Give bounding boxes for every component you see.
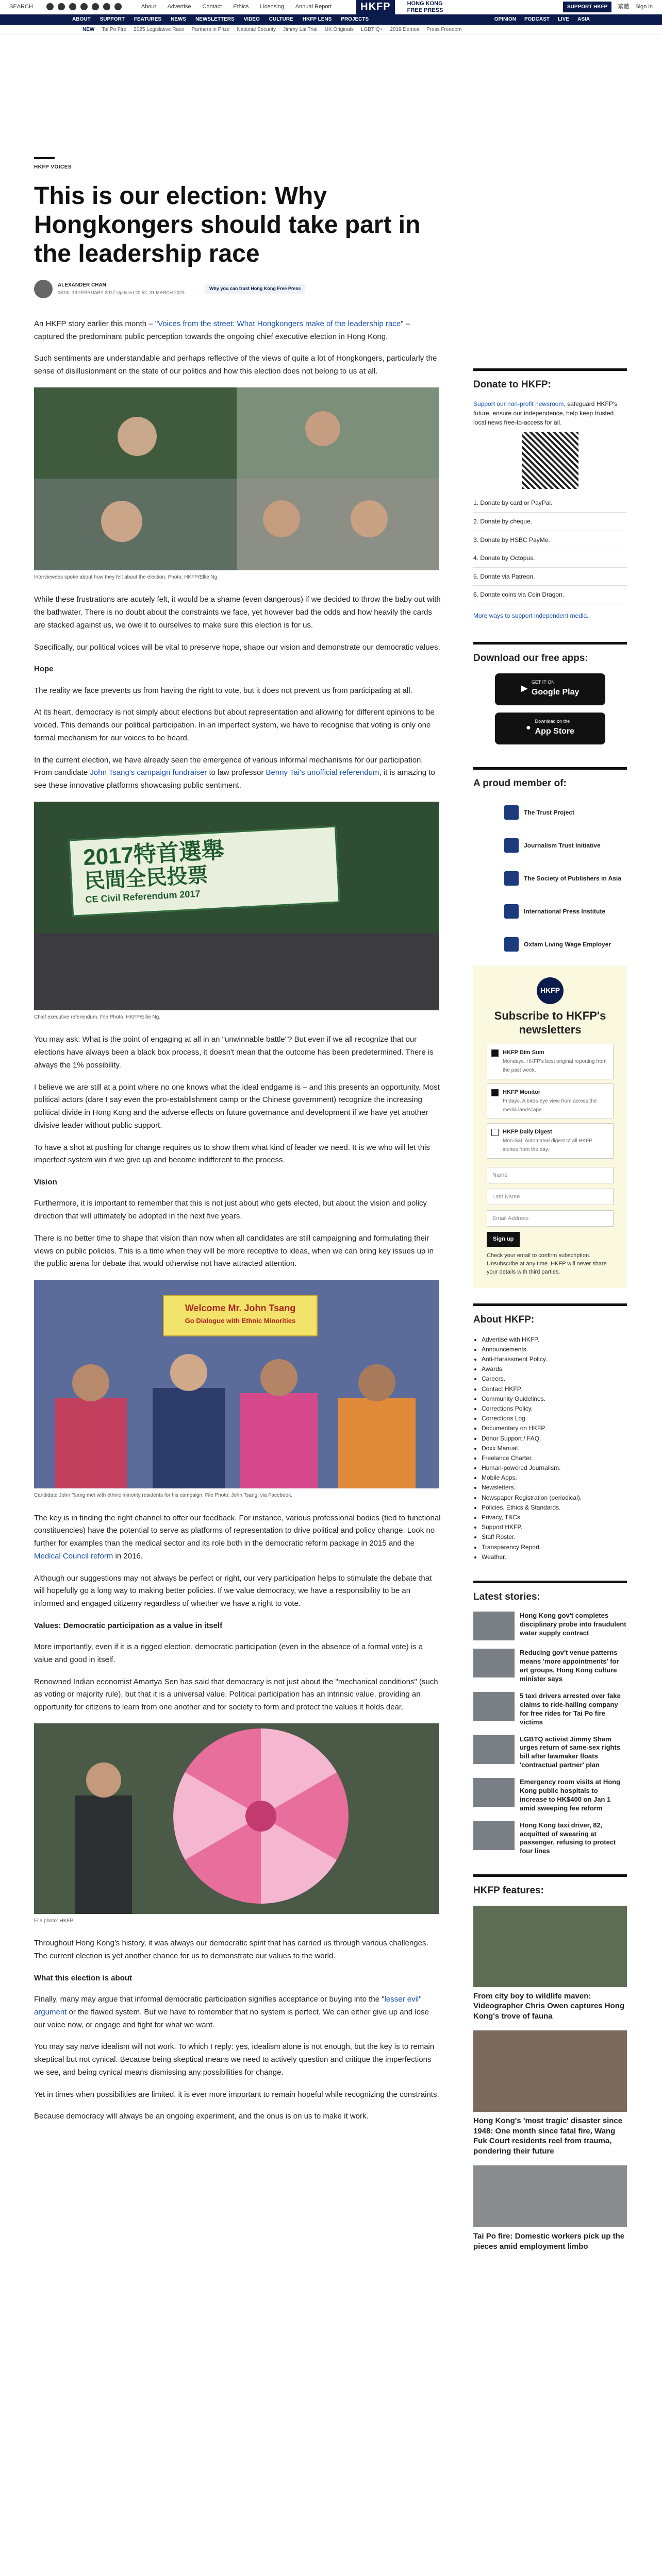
member-logo[interactable]: [473, 864, 627, 893]
checkbox-checked[interactable]: [491, 1089, 499, 1096]
paragraph-text: or the flawed system. But we have to remember that no system is perfect. We can either give up and lose our voice now, or engage and fight for what we want.: [34, 2007, 429, 2029]
about-heading: About HKFP:: [473, 1303, 627, 1327]
sign-line-1: Welcome Mr. John Tsang: [185, 1303, 296, 1314]
youtube-icon[interactable]: [80, 3, 88, 10]
paragraph: The reality we face prevents us from having the right to vote, but it does not prevent us from participating at all.: [34, 686, 412, 695]
photo-caption: File photo: HKFP.: [34, 1918, 74, 1924]
photo-caption: Candidate John Tsang met with ethnic minority residents for his campaign. File Photo: John Tsang, via Facebook.: [34, 1493, 293, 1499]
article-dates: 08:00, 19 FEBRUARY 2017 Updated 20:52, 31 MARCH 2023: [58, 290, 185, 295]
byline: [34, 280, 441, 298]
story-title: Emergency room visits at Hong Kong public hospitals to increase to HK$400 on Jan 1 amid sweeping fee reform: [520, 1778, 621, 1812]
member-heading: A proud member of:: [473, 767, 627, 791]
nav-opinion[interactable]: OPINION: [494, 16, 516, 23]
trust-link[interactable]: Why you can trust Hong Kong Free Press: [205, 284, 305, 294]
member-name: Journalism Trust Initiative: [524, 841, 601, 849]
story-title: Hong Kong gov't completes disciplinary probe into fraudulent water supply contract: [520, 1612, 626, 1637]
paragraph-text: An HKFP story earlier this month – ": [34, 319, 158, 328]
about-link[interactable]: • Contact HKFP.: [482, 1384, 627, 1394]
member-name: The Trust Project: [524, 808, 575, 816]
about-link[interactable]: • Documentary on HKFP.: [482, 1423, 627, 1433]
latest-story[interactable]: [473, 1735, 627, 1770]
newsletter-option-desc: Mondays. HKFP's best original reporting from the past week.: [503, 1058, 607, 1073]
section-heading-election: What this election is about: [34, 1973, 133, 1982]
trending-link[interactable]: UK Originals: [324, 26, 354, 32]
article-title: This is our election: Why Hongkongers should take part in the leadership race: [34, 182, 421, 267]
newsletter-option-desc: Fridays. A birds-eye view from across the media landscape.: [503, 1098, 597, 1113]
inline-link[interactable]: John Tsang's campaign fundraiser: [90, 768, 207, 777]
email-field[interactable]: Email Address: [487, 1210, 614, 1227]
section-heading-values: Values: Democratic participation as a value in itself: [34, 1621, 223, 1630]
paragraph: You may ask: What is the point of engaging at all in an "unwinnable battle"? But even if we all recognize that our elections have always been a black box process, it doesn't mean that the outcome has been predetermined. There is always the 1% possibility.: [34, 1035, 434, 1070]
newsletter-option[interactable]: [487, 1123, 614, 1159]
author-avatar: [34, 280, 53, 298]
newsletter-box: [473, 966, 627, 1288]
wheel-illustration: [34, 1723, 439, 1914]
newsletter-option-desc: Mon-Sat. Automated digest of all HKFP stories from the day.: [503, 1138, 592, 1153]
instagram-icon[interactable]: [69, 3, 76, 10]
about-list: [473, 1335, 627, 1562]
latest-story[interactable]: [473, 1612, 627, 1640]
feature-image[interactable]: [473, 1906, 627, 1987]
donate-option[interactable]: 1. Donate by card or PayPal.: [473, 494, 627, 513]
about-link[interactable]: • Human-powered Journalism.: [482, 1463, 627, 1473]
language-link[interactable]: 繁體: [618, 3, 630, 10]
referendum-banner: [68, 825, 340, 917]
site-logo[interactable]: HKFP: [356, 0, 394, 16]
member-logo[interactable]: [473, 897, 627, 926]
donate-options: [473, 494, 627, 604]
about-link[interactable]: • Weather.: [482, 1552, 627, 1562]
member-mark-icon: [504, 904, 519, 919]
about-link[interactable]: • Privacy, T&Cs.: [482, 1513, 627, 1522]
nav-about[interactable]: ABOUT: [72, 16, 91, 23]
apps-heading: Download our free apps:: [473, 642, 627, 666]
newsletter-option-title: HKFP Daily Digest: [503, 1129, 552, 1136]
nav-culture[interactable]: CULTURE: [269, 16, 293, 23]
member-mark-icon: [504, 805, 519, 820]
google-play-button[interactable]: [495, 673, 605, 705]
nav-support[interactable]: SUPPORT: [100, 16, 125, 23]
trending-link[interactable]: LGBTIQ+: [360, 26, 383, 32]
story-title: Hong Kong taxi driver, 82, acquitted of swearing at passenger, refusing to protect four lines: [520, 1821, 616, 1855]
nav-hkfp-lens[interactable]: HKFP LENS: [302, 16, 332, 23]
rss-icon[interactable]: [114, 3, 122, 10]
about-link[interactable]: • Awards.: [482, 1364, 627, 1374]
app-store-small: Download on the: [535, 719, 570, 724]
story-title: 5 taxi drivers arrested over fake claims to ride-hailing company for free rides for Tai Po fire victims: [520, 1691, 621, 1726]
member-mark-icon: [504, 937, 519, 952]
about-link[interactable]: • Donor Support / FAQ.: [482, 1434, 627, 1444]
about-link[interactable]: • Corrections Policy.: [482, 1404, 627, 1414]
paragraph: Yet in times when possibilities are limited, it is ever more important to remain hopeful while recognizing the constraints.: [34, 2090, 439, 2099]
story-thumbnail: [473, 1778, 515, 1807]
trending-link[interactable]: 2025 Legislative Race: [134, 26, 185, 32]
paragraph: I believe we are still at a point where no one knows what the ideal endgame is – and this presents an opportunity. Most political actors (dare I say even the pro-establishment camp or the Chinese government) recognize the increasing political divide in Hong Kong and the adverse effects on future governance and development if we have yet another divisive leader without public support.: [34, 1082, 440, 1130]
checkbox-checked[interactable]: [491, 1049, 499, 1057]
nav-projects[interactable]: PROJECTS: [341, 16, 369, 23]
inline-link[interactable]: Medical Council reform: [34, 1551, 113, 1561]
feature-title[interactable]: Tai Po fire: Domestic workers pick up the pieces amid employment limbo: [473, 2232, 625, 2251]
section-heading-hope: Hope: [34, 665, 54, 674]
trending-link[interactable]: Partners in Prize: [191, 26, 230, 32]
top-link-advertise[interactable]: Advertise: [167, 3, 191, 10]
paragraph-text: , it is amazing to see these innovative platforms showcasing public sentiment.: [34, 768, 435, 790]
newsletter-heading: Subscribe to HKFP's newsletters: [494, 1009, 606, 1036]
about-link[interactable]: • Announcements.: [482, 1345, 627, 1354]
nav-podcast[interactable]: PODCAST: [524, 16, 550, 23]
about-link[interactable]: • Community Guidelines.: [482, 1394, 627, 1404]
search-link[interactable]: SEARCH: [9, 3, 33, 10]
paragraph: [34, 1993, 441, 2031]
apple-icon: ●: [525, 723, 531, 733]
donate-option[interactable]: 6. Donate coins via Coin Dragon.: [473, 586, 627, 604]
interviewees-photo: [34, 387, 439, 570]
logo-sub-2: FREE PRESS: [407, 7, 443, 13]
nav-news[interactable]: NEWS: [171, 16, 187, 23]
trending-link[interactable]: Jimmy Lai Trial: [283, 26, 318, 32]
paragraph-text: to law professor: [207, 768, 266, 777]
photo-caption: Interviewees spoke about how they felt about the election. Photo: HKFP/Ellie Ng.: [34, 574, 219, 580]
member-mark-icon: [504, 871, 519, 886]
more-ways-link[interactable]: More ways to support independent media.: [473, 612, 589, 619]
photo-illustration: [34, 387, 439, 570]
about-link[interactable]: • Anti-Harassment Policy.: [482, 1354, 627, 1364]
about-link[interactable]: • Careers.: [482, 1374, 627, 1384]
feature-title[interactable]: Hong Kong's 'most tragic' disaster since 1948: One month since fatal fire, Wang Fuk Court residents reel from trauma, pondering their future: [473, 2116, 623, 2156]
author-name[interactable]: ALEXANDER CHAN: [58, 282, 106, 289]
features-heading: HKFP features:: [473, 1874, 627, 1898]
signin-link[interactable]: Sign in: [635, 3, 653, 10]
trending-link[interactable]: Press Freedom: [426, 26, 462, 32]
logo-subtitle: [407, 1, 443, 13]
about-link[interactable]: • Policies, Ethics & Standards.: [482, 1503, 627, 1513]
latest-story[interactable]: [473, 1778, 627, 1813]
top-link-about[interactable]: About: [141, 3, 156, 10]
latest-story[interactable]: [473, 1821, 627, 1856]
x-icon[interactable]: [58, 3, 65, 10]
about-link[interactable]: • Advertise with HKFP.: [482, 1335, 627, 1345]
story-thumbnail: [473, 1649, 515, 1677]
newsletter-option-title: HKFP Monitor: [503, 1089, 541, 1096]
paragraph: [34, 1512, 441, 1563]
paragraph: Specifically, our political voices will be vital to preserve hope, shape our vision and demonstrate our democratic values.: [34, 642, 440, 652]
story-thumbnail: [473, 1821, 515, 1850]
about-link[interactable]: • Newsletters.: [482, 1483, 627, 1493]
paragraph: Throughout Hong Kong's history, it was always our democratic spirit that has carried us through various challenges. The current election is yet another chance for us to demonstrate our values to the world.: [34, 1939, 428, 1961]
last-name-field[interactable]: Last Name: [487, 1189, 614, 1205]
paragraph: Renowned Indian economist Amartya Sen has said that democracy is not just about the "mechanical conditions" (such as voting or majority rule), but that it is a universal value. Political participation has an intrinsic value, providing an opportunity for citizens to learn from one another and for society to form and protect the values it holds dear.: [34, 1677, 438, 1712]
crowd: [34, 933, 439, 1010]
story-title: LGBTQ activist Jimmy Sham urges return of same-sex rights bill after lawmaker floats 'contractual partner' plan: [520, 1735, 621, 1769]
banner-line-1: 2017特首選舉: [82, 837, 225, 871]
member-name: International Press Institute: [524, 907, 606, 915]
donate-text: , safeguard HKFP's future, ensure our independence, help keep trusted local news free-to-access for all.: [473, 400, 618, 427]
about-link[interactable]: • Support HKFP.: [482, 1522, 627, 1532]
member-logo[interactable]: [473, 930, 627, 959]
member-logo[interactable]: [473, 798, 627, 827]
paragraph-text: Finally, many may argue that informal democratic participation signifies acceptance or buying into the ": [34, 1995, 385, 2004]
story-title: Reducing gov't venue patterns means 'more appointments' for art groups, Hong Kong culture minister says: [520, 1649, 619, 1683]
sidebar: [473, 368, 627, 2261]
paragraph: At its heart, democracy is not simply about elections but about representation and allowing for different opinions to be voiced. This demands our political participation. In an imperfect system, we have to recognise that voting is only one formal mechanism for our voices to be heard.: [34, 708, 435, 742]
signup-button[interactable]: Sign up: [487, 1232, 520, 1247]
support-button[interactable]: SUPPORT HKFP: [563, 2, 611, 13]
app-store-text: [535, 718, 574, 738]
paragraph: Furthermore, it is important to remember that this is not just about who gets elected, but about the vision and policy direction that will ultimately be adopted in the next five years.: [34, 1199, 427, 1221]
donate-heading: Donate to HKFP:: [473, 368, 627, 392]
name-field[interactable]: Name: [487, 1167, 614, 1183]
donate-link[interactable]: Support our non-profit newsroom: [473, 400, 564, 408]
donate-option[interactable]: 5. Donate via Patreon.: [473, 568, 627, 586]
trending-link[interactable]: National Security: [237, 26, 276, 32]
paragraph-text: The key is in finding the right channel to offer our feedback. For instance, various professional bodies (tied to functional constituencies) have the potential to serve as platforms of representation to drive political and policy change. Look no further for examples than the medical sector and its role both in the democratic reform package in 2015 and the: [34, 1513, 441, 1548]
threads-icon[interactable]: [92, 3, 99, 10]
kicker-rule: [34, 157, 55, 159]
latest-story[interactable]: [473, 1692, 627, 1727]
feature-image[interactable]: [473, 2030, 627, 2112]
donate-option[interactable]: 4. Donate by Octopus.: [473, 549, 627, 568]
app-store-label: App Store: [535, 727, 575, 736]
trending-link[interactable]: Tai Po Fire: [102, 26, 127, 32]
trending-bar: [0, 25, 662, 35]
nav-features[interactable]: FEATURES: [134, 16, 162, 23]
story-thumbnail: [473, 1735, 515, 1764]
sign-line-2: Go Dialogue with Ethnic Minorities: [185, 1317, 296, 1325]
top-link-ethics[interactable]: Ethics: [233, 3, 249, 10]
latest-story[interactable]: [473, 1649, 627, 1684]
photo-caption: Chief executive referendum. File Photo: HKFP/Ellie Ng.: [34, 1014, 161, 1020]
paragraph: Although our suggestions may not always be perfect or right, our very participation helps to stimulate the debate that will hopefully go a long way to making better policies. If we value democracy, we have a responsibility to be an informed and engaged citizenry regardless of whether we have a right to vote.: [34, 1573, 432, 1608]
linkedin-icon[interactable]: [103, 3, 110, 10]
about-link[interactable]: • Transparency Report.: [482, 1543, 627, 1552]
about-link[interactable]: • Doxx Manual.: [482, 1444, 627, 1453]
article: [34, 157, 441, 2132]
newsletter-option-title: HKFP Dim Sum: [503, 1049, 544, 1056]
about-link[interactable]: • Corrections Log.: [482, 1414, 627, 1423]
banner-line-2: 民間全民投票: [84, 864, 209, 893]
about-link[interactable]: • Mobile Apps.: [482, 1473, 627, 1483]
paragraph: There is no better time to shape that vision than now when all candidates are still campaigning and formulating their views on public policies. This is a time when they will be more receptive to ideas, when we can bring key issues up in the public arena for debate that would otherwise not have attracted attention.: [34, 1233, 434, 1268]
latest-heading: Latest stories:: [473, 1581, 627, 1604]
paragraph: Such sentiments are understandable and perhaps reflective of the views of quite a lot of Hongkongers, particularly the sense of disillusionment on the state of our politics and how this election does not belong to us at all.: [34, 354, 437, 376]
donate-option[interactable]: 3. Donate by HSBC PayMe.: [473, 531, 627, 550]
feature-title[interactable]: From city boy to wildlife maven: Videographer Chris Owen captures Hong Kong's trove of fauna: [473, 1991, 625, 2021]
app-store-button[interactable]: [495, 713, 605, 744]
inline-link[interactable]: lesser evil" argument: [34, 1995, 422, 2016]
paragraph: [34, 318, 441, 344]
paragraph: You may say naïve idealism will not work. To which I reply: yes, idealism alone is not enough, but the key is to remain skeptical but not cynical. Because being skeptical means we need to actively question and critique the imperfections we see, and being cynical means dismissing any possibilities for change.: [34, 2042, 435, 2077]
paragraph: While these frustrations are acutely felt, it would be a shame (even dangerous) if we decided to throw the baby out with the bathwater. There is no doubt about the constraints we face, yet however bad the odds and how heavily the cards are stacked against us, we owe it to ourselves to make sure this election is for us.: [34, 595, 441, 630]
nav-asia[interactable]: ASIA: [577, 16, 590, 23]
paragraph: More importantly, even if it is a rigged election, democratic participation (even in the absence of a formal vote) is a value and good in itself.: [34, 1642, 423, 1664]
top-link-licensing[interactable]: Licensing: [260, 3, 284, 10]
paragraph-text: in 2016.: [113, 1551, 143, 1561]
top-bar: [0, 0, 662, 14]
top-right: [563, 2, 653, 13]
banner-line-3: CE Civil Referendum 2017: [85, 888, 201, 905]
story-thumbnail: [473, 1612, 515, 1640]
new-label: NEW: [82, 26, 95, 32]
member-name: The Society of Publishers in Asia: [524, 874, 621, 882]
member-name: Oxfam Living Wage Employer: [524, 940, 611, 948]
newsletter-option[interactable]: [487, 1083, 614, 1119]
nav-live[interactable]: LIVE: [557, 16, 570, 23]
newsletter-badge: HKFP: [537, 977, 564, 1004]
about-link[interactable]: • Staff Roster.: [482, 1532, 627, 1542]
trending-link[interactable]: 2019 Demos: [390, 26, 420, 32]
about-link[interactable]: • Freelance Charter.: [482, 1453, 627, 1463]
people-illustration: [34, 1280, 439, 1488]
nav-right: [494, 15, 590, 24]
member-mark-icon: [504, 838, 519, 853]
story-thumbnail: [473, 1692, 515, 1721]
top-left: [9, 3, 122, 11]
newsletter-note: Check your email to confirm subscription. Unsubscribe at any time. HKFP will never share your details with third parties.: [487, 1252, 607, 1276]
candidate-photo: [34, 1280, 439, 1488]
nav-newsletters[interactable]: NEWSLETTERS: [195, 16, 235, 23]
google-play-label: Google Play: [531, 688, 580, 697]
google-play-small: GET IT ON: [531, 680, 555, 685]
paragraph-text: In the current election, we have already seen the emergence of various informal mechanisms for our participation. From candidate: [34, 755, 423, 777]
play-icon: ▶: [521, 684, 527, 693]
inline-link[interactable]: Benny Tai's unofficial referendum: [266, 768, 379, 777]
donate-option[interactable]: 2. Donate by cheque.: [473, 513, 627, 531]
checkbox-unchecked[interactable]: [491, 1129, 499, 1136]
paragraph: [34, 754, 441, 792]
inline-link[interactable]: Voices from the street: What Hongkongers make of the leadership race: [158, 319, 401, 328]
nav-video[interactable]: VIDEO: [243, 16, 260, 23]
top-link-contact[interactable]: Contact: [202, 3, 222, 10]
wheel-photo: [34, 1723, 439, 1914]
top-links: [141, 3, 332, 11]
main-nav: [0, 14, 662, 25]
social-icons: [46, 3, 122, 10]
paragraph: Because democracy will always be an ongoing experiment, and the onus is on us to make it work.: [34, 2112, 369, 2121]
feature-image[interactable]: [473, 2165, 627, 2227]
logo-sub-1: HONG KONG: [407, 1, 443, 7]
member-logo[interactable]: [473, 831, 627, 860]
donate-intro: [473, 399, 627, 427]
newsletter-option[interactable]: [487, 1044, 614, 1079]
paragraph: To have a shot at pushing for change requires us to show them what kind of leader we need. It is we who will let this imperfect system win if we give up and become indifferent to the process.: [34, 1143, 430, 1165]
google-play-text: [532, 679, 579, 699]
article-kicker[interactable]: HKFP VOICES: [34, 164, 72, 170]
facebook-icon[interactable]: [46, 3, 54, 10]
about-link[interactable]: • Newspaper Registration (periodical).: [482, 1493, 627, 1503]
top-link-annual-report[interactable]: Annual Report: [295, 3, 332, 10]
paragraph-text: " – captured the predominant public perception towards the ongoing chief executive election in Hong Kong.: [34, 319, 410, 341]
referendum-photo: [34, 802, 439, 1010]
section-heading-vision: Vision: [34, 1178, 57, 1187]
donate-qr: [522, 432, 578, 489]
